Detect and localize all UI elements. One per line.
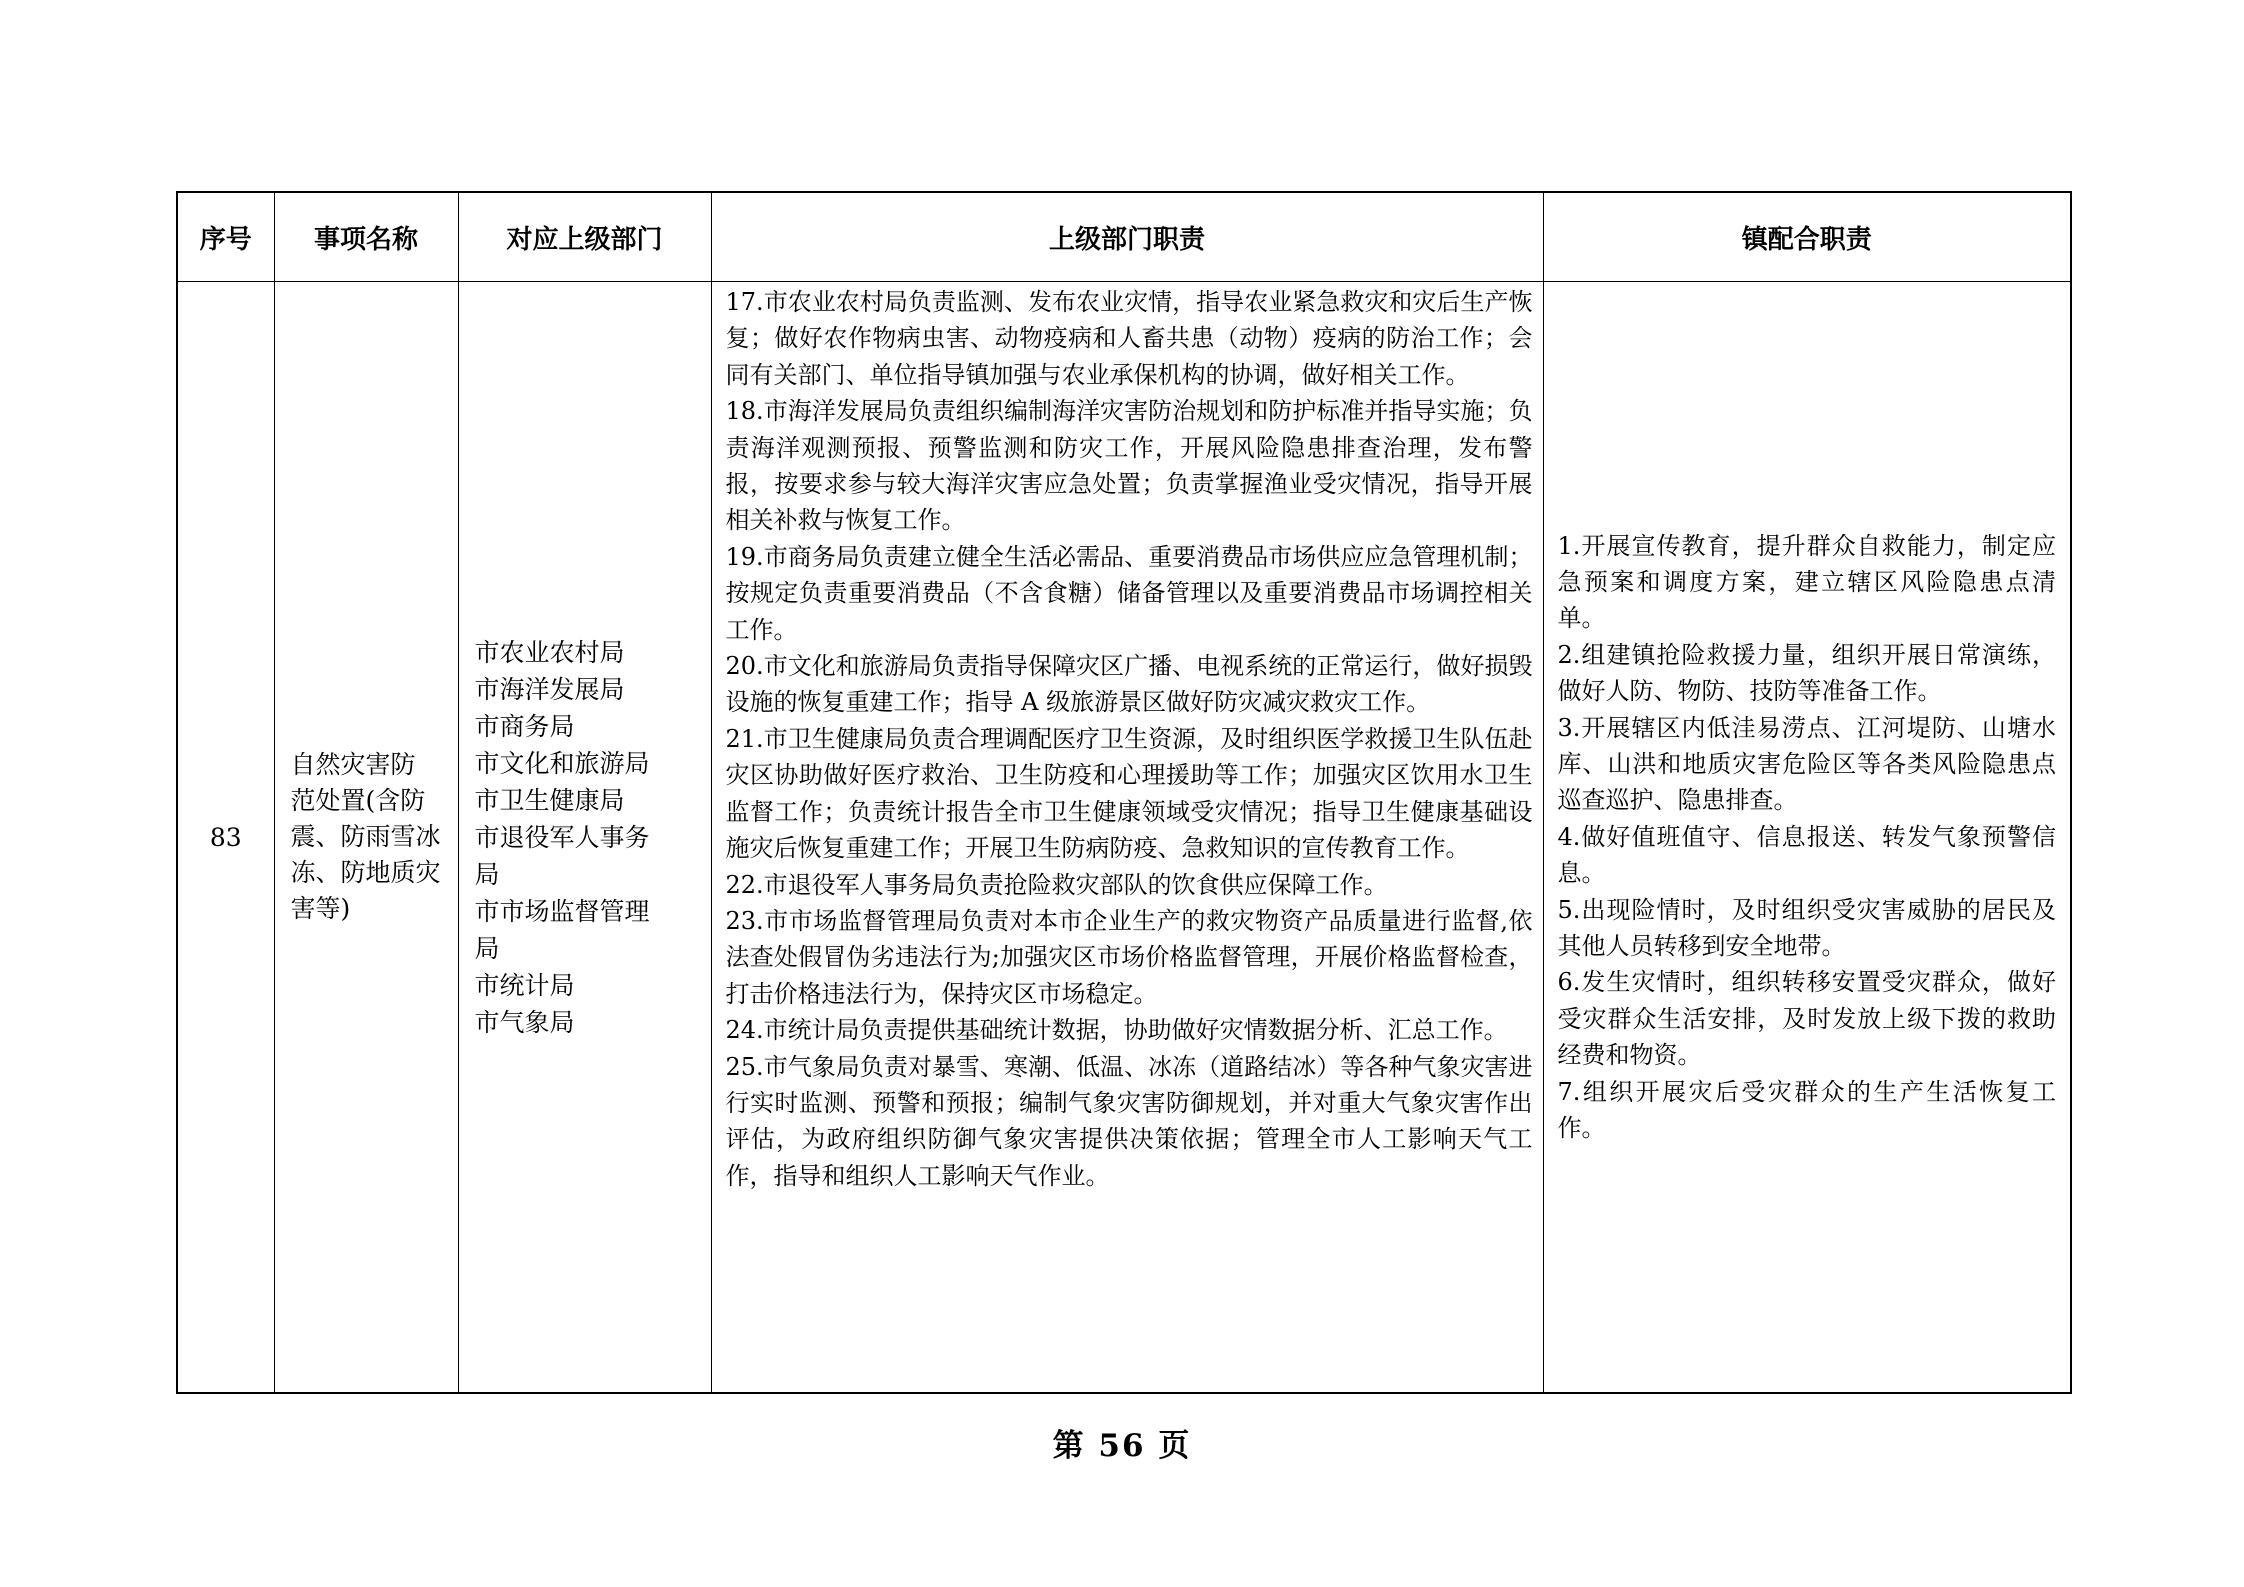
town-duty-item: 7.组织开展灾后受灾群众的生产生活恢复工作。 [1557,1077,2056,1143]
department-line: 局 [474,859,500,889]
department-line: 市统计局 [474,970,575,1000]
responsibility-table [176,191,2072,1394]
cell-departments [458,282,711,1394]
header-serial-no: 序号 [177,192,274,282]
department-line: 市文化和旅游局 [474,748,650,778]
cell-superior-responsibilities [711,282,1543,1394]
department-line: 市市场监督管理 [474,896,650,926]
responsibility-item: 17.市农业农村局负责监测、发布农业灾情，指导农业紧急救灾和灾后生产恢复；做好农作物病虫害、动物疫病和人畜共患（动物）疫病的防治工作；会同有关部门、单位指导镇加强与农业承保机构的协调，做好相关工作。 [725,288,1533,389]
header-superior-department: 对应上级部门 [458,192,711,282]
header-row [177,192,2071,282]
department-line: 市农业农村局 [474,637,625,667]
responsibility-item: 19.市商务局负责建立健全生活必需品、重要消费品市场供应应急管理机制；按规定负责重要消费品（不含食糖）储备管理以及重要消费品市场调控相关工作。 [725,542,1533,644]
item-name-line: 害等) [290,894,351,923]
item-name-line: 范处置(含防 [290,786,426,815]
table-row [177,282,2071,1394]
responsibility-item: 18.市海洋发展局负责组织编制海洋灾害防治规划和防护标准并指导实施；负责海洋观测预报、预警监测和防灾工作，开展风险隐患排查治理，发布警报，按要求参与较大海洋灾害应急处置；负责掌握渔业受灾情况，指导开展相关补救与恢复工作。 [725,397,1533,535]
department-line: 市海洋发展局 [474,674,625,704]
header-superior-responsibilities: 上级部门职责 [711,192,1543,282]
item-name-line: 冻、防地质灾 [290,858,441,887]
responsibility-item: 23.市市场监督管理局负责对本市企业生产的救灾物资产品质量进行监督,依法查处假冒伪劣违法行为;加强灾区市场价格监督管理，开展价格监督检查，打击价格违法行为，保持灾区市场稳定。 [725,906,1533,1008]
responsibility-item: 20.市文化和旅游局负责指导保障灾区广播、电视系统的正常运行，做好损毁设施的恢复重建工作；指导 A 级旅游景区做好防灾减灾救灾工作。 [725,652,1533,717]
item-name-line: 震、防雨雪冰 [290,822,441,851]
cell-serial-no: 83 [177,282,274,1394]
responsibility-item: 24.市统计局负责提供基础统计数据，协助做好灾情数据分析、汇总工作。 [725,1016,1508,1045]
header-item-name: 事项名称 [274,192,458,282]
item-name-line: 自然灾害防 [290,750,416,779]
cell-town-duties [1543,282,2071,1394]
header-town-duties: 镇配合职责 [1543,192,2071,282]
town-duty-item: 5.出现险情时，及时组织受灾害威胁的居民及其他人员转移到安全地带。 [1557,895,2056,961]
department-line: 市退役军人事务 [474,822,650,852]
department-line: 市商务局 [474,711,575,741]
town-duty-item: 6.发生灾情时，组织转移安置受灾群众，做好受灾群众生活安排，及时发放上级下拨的救助经费和物资。 [1557,968,2056,1070]
responsibility-item: 25.市气象局负责对暴雪、寒潮、低温、冰冻（道路结冰）等各种气象灾害进行实时监测、预警和预报；编制气象灾害防御规划，并对重大气象灾害作出评估，为政府组织防御气象灾害提供决策依据；管理全市人工影响天气工作，指导和组织人工影响天气作业。 [725,1052,1533,1190]
department-line: 市气象局 [474,1007,575,1037]
responsibility-item: 21.市卫生健康局负责合理调配医疗卫生资源，及时组织医学救援卫生队伍赴灾区协助做好医疗救治、卫生防疫和心理援助等工作；加强灾区饮用水卫生监督工作；负责统计报告全市卫生健康领域受灾情况；指导卫生健康基础设施灾后恢复重建工作；开展卫生防病防疫、急救知识的宣传教育工作。 [725,724,1533,863]
town-duty-item: 3.开展辖区内低洼易涝点、江河堤防、山塘水库、山洪和地质灾害危险区等各类风险隐患点巡查巡护、隐患排查。 [1557,713,2056,815]
town-duty-item: 1.开展宣传教育，提升群众自救能力，制定应急预案和调度方案，建立辖区风险隐患点清单。 [1557,531,2056,633]
town-duty-item: 4.做好值班值守、信息报送、转发气象预警信息。 [1557,822,2056,888]
department-line: 市卫生健康局 [474,785,625,815]
cell-item-name [274,282,458,1394]
town-duty-item: 2.组建镇抢险救援力量，组织开展日常演练，做好人防、物防、技防等准备工作。 [1557,640,2056,706]
department-line: 局 [474,933,500,963]
responsibility-item: 22.市退役军人事务局负责抢险救灾部队的饮食供应保障工作。 [725,870,1388,899]
page-number: 第 56 页 [1052,1428,1192,1464]
